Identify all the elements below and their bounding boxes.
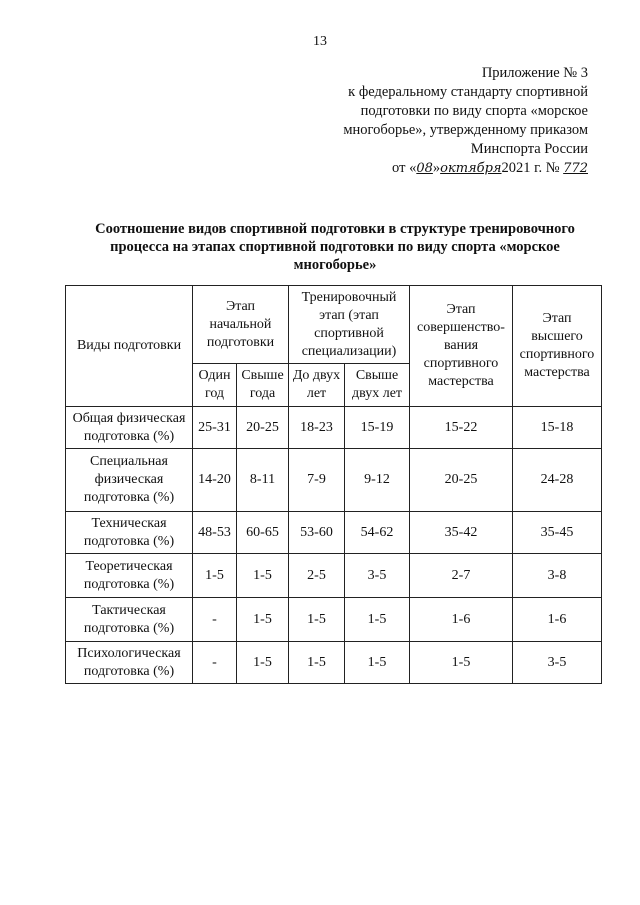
- table-cell: 1-5: [193, 554, 237, 598]
- table-cell: 2-7: [410, 554, 513, 598]
- header-stage-higher: Этап высшего спортивного мастерства: [513, 286, 602, 407]
- table-row: [66, 512, 602, 554]
- table-cell: 1-5: [237, 642, 289, 684]
- table-cell: 1-5: [345, 598, 410, 642]
- subheader-upto-two-years: До двух лет: [289, 364, 345, 407]
- table-cell: 9-12: [345, 449, 410, 512]
- appendix-line-4: многоборье», утвержденному приказом: [343, 122, 588, 138]
- order-day: 08: [416, 161, 433, 176]
- table-cell: 7-9: [289, 449, 345, 512]
- table-row: [66, 407, 602, 449]
- header-stage-initial: Этап начальной подготовки: [193, 286, 289, 364]
- date-mid: »: [432, 160, 441, 176]
- table-cell: 15-22: [410, 407, 513, 449]
- table-cell: 24-28: [513, 449, 602, 512]
- table-cell: 3-5: [345, 554, 410, 598]
- table-cell: 18-23: [289, 407, 345, 449]
- order-year: 2021 г. №: [501, 160, 560, 176]
- table-cell: 1-5: [237, 554, 289, 598]
- table-cell: 25-31: [193, 407, 237, 449]
- document-title: Соотношение видов спортивной подготовки в структуре тренировочного процесса на этапах спортивной подготовки по виду спорта «морское многоборье»: [95, 221, 575, 273]
- table-cell: 1-5: [289, 598, 345, 642]
- table-cell: 3-5: [513, 642, 602, 684]
- order-date-line: [288, 159, 588, 178]
- subheader-one-year: Один год: [193, 364, 237, 407]
- appendix-header: [288, 64, 588, 178]
- table-cell: 1-5: [410, 642, 513, 684]
- table-cell: -: [193, 642, 237, 684]
- table-row: [66, 449, 602, 512]
- appendix-line-1: Приложение № 3: [481, 65, 588, 81]
- table-cell: -: [193, 598, 237, 642]
- table-cell: 54-62: [345, 512, 410, 554]
- table-cell: 8-11: [237, 449, 289, 512]
- appendix-line-5: Минспорта России: [470, 141, 588, 157]
- header-kinds: Виды подготовки: [66, 286, 193, 407]
- table-cell: 20-25: [237, 407, 289, 449]
- appendix-line-2: к федеральному стандарту спортивной: [348, 84, 588, 100]
- table-cell: 35-42: [410, 512, 513, 554]
- table-cell: 1-5: [289, 642, 345, 684]
- row-label: Общая физическая подготовка (%): [66, 407, 193, 449]
- table-cell: 2-5: [289, 554, 345, 598]
- appendix-line-3: подготовки по виду спорта «морское: [360, 103, 588, 119]
- table-header-row: [66, 286, 602, 364]
- table-cell: 1-6: [410, 598, 513, 642]
- table-cell: 3-8: [513, 554, 602, 598]
- row-label: Техническая подготовка (%): [66, 512, 193, 554]
- table-cell: 35-45: [513, 512, 602, 554]
- table-cell: 60-65: [237, 512, 289, 554]
- subheader-over-year: Свыше года: [237, 364, 289, 407]
- table-cell: 1-6: [513, 598, 602, 642]
- row-label: Теоретическая подготовка (%): [66, 554, 193, 598]
- table-cell: 1-5: [345, 642, 410, 684]
- date-prefix: от «: [392, 160, 417, 176]
- training-ratio-table: [65, 285, 602, 684]
- order-month: октября: [440, 161, 502, 176]
- row-label: Психологическая подготовка (%): [66, 642, 193, 684]
- table-cell: 15-18: [513, 407, 602, 449]
- table-cell: 14-20: [193, 449, 237, 512]
- table-cell: 20-25: [410, 449, 513, 512]
- page-number: 13: [313, 34, 327, 49]
- subheader-over-two-years: Свыше двух лет: [345, 364, 410, 407]
- order-number: 772: [563, 161, 588, 176]
- table-cell: 48-53: [193, 512, 237, 554]
- row-label: Тактическая подготовка (%): [66, 598, 193, 642]
- row-label: Специальная физическая подготовка (%): [66, 449, 193, 512]
- table-row: [66, 642, 602, 684]
- header-stage-improvement: Этап совершенство-вания спортивного мастерства: [410, 286, 513, 407]
- header-stage-training: Тренировочный этап (этап спортивной специализации): [289, 286, 410, 364]
- table-row: [66, 554, 602, 598]
- table-row: [66, 598, 602, 642]
- table-cell: 15-19: [345, 407, 410, 449]
- table-cell: 1-5: [237, 598, 289, 642]
- table-cell: 53-60: [289, 512, 345, 554]
